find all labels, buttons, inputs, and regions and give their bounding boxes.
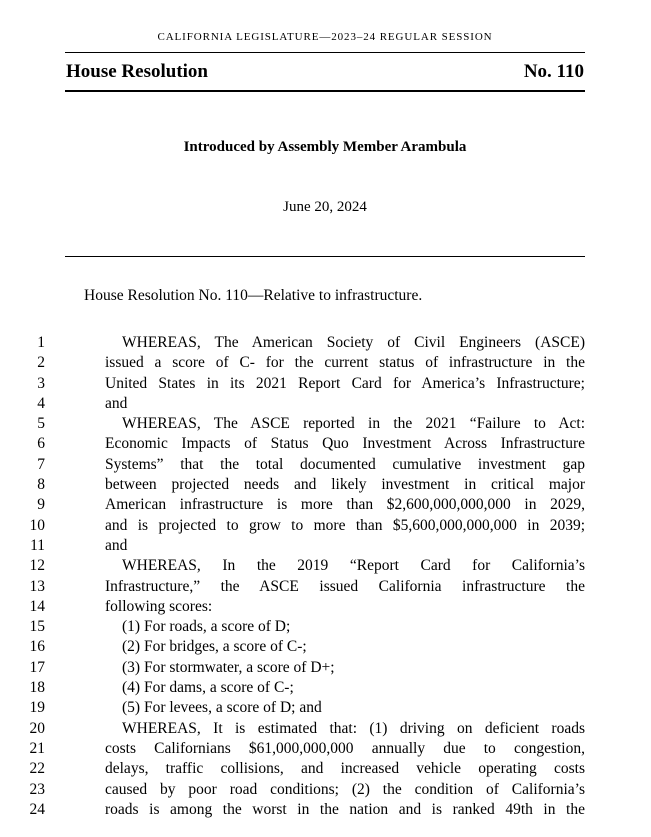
introduced-by-line: Introduced by Assembly Member Arambula xyxy=(183,139,467,155)
line-number: 1 xyxy=(37,334,45,351)
line-text: WHEREAS, The ASCE reported in the 2021 “Failure to Act: xyxy=(122,415,585,433)
body-line xyxy=(0,739,585,759)
doc-type-title: House Resolution xyxy=(66,61,208,82)
masthead-bottom-rule xyxy=(65,90,585,92)
line-text: WHEREAS, It is estimated that: (1) driving on deficient roads xyxy=(122,719,585,737)
line-number: 20 xyxy=(29,719,45,737)
resolution-title: House Resolution No. 110—Relative to infrastructure. xyxy=(84,287,423,304)
line-text: and xyxy=(105,394,128,412)
body-line xyxy=(0,577,585,597)
body-line xyxy=(0,597,585,617)
line-text: (1) For roads, a score of D; xyxy=(122,618,291,636)
session-header: CALIFORNIA LEGISLATURE—2023–24 REGULAR SESSION xyxy=(157,31,493,43)
line-text: United States in its 2021 Report Card for America’s Infrastructure; xyxy=(105,374,585,392)
line-number: 3 xyxy=(37,374,45,392)
line-text: between projected needs and likely investment in critical major xyxy=(105,476,585,494)
doc-number: No. 110 xyxy=(523,61,584,82)
line-number: 11 xyxy=(30,536,45,554)
line-text: Systems” that the total documented cumulative investment gap xyxy=(105,455,585,473)
line-text: Infrastructure,” the ASCE issued California infrastructure the xyxy=(105,577,585,595)
line-number: 16 xyxy=(29,638,45,656)
line-number: 13 xyxy=(29,577,45,595)
body-line xyxy=(0,516,585,536)
line-text: caused by poor road conditions; (2) the condition of California’s xyxy=(105,780,585,798)
title-separator-rule xyxy=(65,256,585,257)
body-line xyxy=(0,658,585,678)
line-text: Economic Impacts of Status Quo Investment Across Infrastructure xyxy=(105,435,585,453)
body-line xyxy=(0,475,585,495)
line-number: 8 xyxy=(37,476,45,494)
body-line xyxy=(0,536,585,556)
line-text: issued a score of C- for the current status of infrastructure in the xyxy=(105,354,585,372)
line-text: and xyxy=(105,536,128,554)
body-line xyxy=(0,800,585,820)
line-text: (4) For dams, a score of C-; xyxy=(122,679,294,697)
body-line xyxy=(0,374,585,394)
line-text: American infrastructure is more than $2,600,000,000,000 in 2029, xyxy=(105,496,585,514)
line-text: (5) For levees, a score of D; and xyxy=(122,699,322,717)
body-line xyxy=(0,414,585,434)
line-text: and is projected to grow to more than $5,600,000,000,000 in 2039; xyxy=(105,516,585,534)
line-number: 6 xyxy=(37,435,45,453)
body-line xyxy=(0,617,585,637)
line-text: WHEREAS, In the 2019 “Report Card for California’s xyxy=(122,557,585,575)
introduction-date: June 20, 2024 xyxy=(283,199,367,215)
body-line xyxy=(0,333,585,353)
body-line xyxy=(0,556,585,576)
masthead xyxy=(65,0,585,257)
line-number: 7 xyxy=(37,455,45,473)
body-line xyxy=(0,698,585,718)
line-text: WHEREAS, The American Society of Civil Engineers (ASCE) xyxy=(122,334,585,351)
body-line xyxy=(0,353,585,373)
body-line xyxy=(0,434,585,454)
body-line xyxy=(0,394,585,414)
line-number: 5 xyxy=(37,415,45,433)
line-number: 22 xyxy=(29,760,45,778)
line-text: following scores: xyxy=(105,597,213,615)
line-number: 14 xyxy=(29,597,45,615)
body-line xyxy=(0,719,585,739)
body-line xyxy=(0,637,585,657)
line-number: 4 xyxy=(37,394,45,412)
body-line xyxy=(0,780,585,800)
line-number: 12 xyxy=(29,557,45,575)
line-number: 19 xyxy=(29,699,45,717)
doc-header-row xyxy=(65,53,585,90)
line-number: 2 xyxy=(37,354,45,372)
line-number: 10 xyxy=(29,516,45,534)
line-number: 23 xyxy=(29,780,45,798)
line-number: 9 xyxy=(37,496,45,514)
line-text: costs Californians $61,000,000,000 annually due to congestion, xyxy=(105,739,585,757)
line-number: 24 xyxy=(29,800,45,818)
line-text: (3) For stormwater, a score of D+; xyxy=(122,658,335,676)
line-text: delays, traffic collisions, and increased vehicle operating costs xyxy=(105,760,585,778)
line-text: roads is among the worst in the nation and is ranked 49th in the xyxy=(105,800,585,818)
body-line xyxy=(0,759,585,779)
body-line xyxy=(0,495,585,515)
line-number: 15 xyxy=(29,618,45,636)
line-number: 17 xyxy=(29,658,45,676)
line-number: 18 xyxy=(29,679,45,697)
resolution-body xyxy=(0,333,585,820)
line-number: 21 xyxy=(29,739,45,757)
body-line xyxy=(0,455,585,475)
line-text: (2) For bridges, a score of C-; xyxy=(122,638,307,656)
body-line xyxy=(0,678,585,698)
